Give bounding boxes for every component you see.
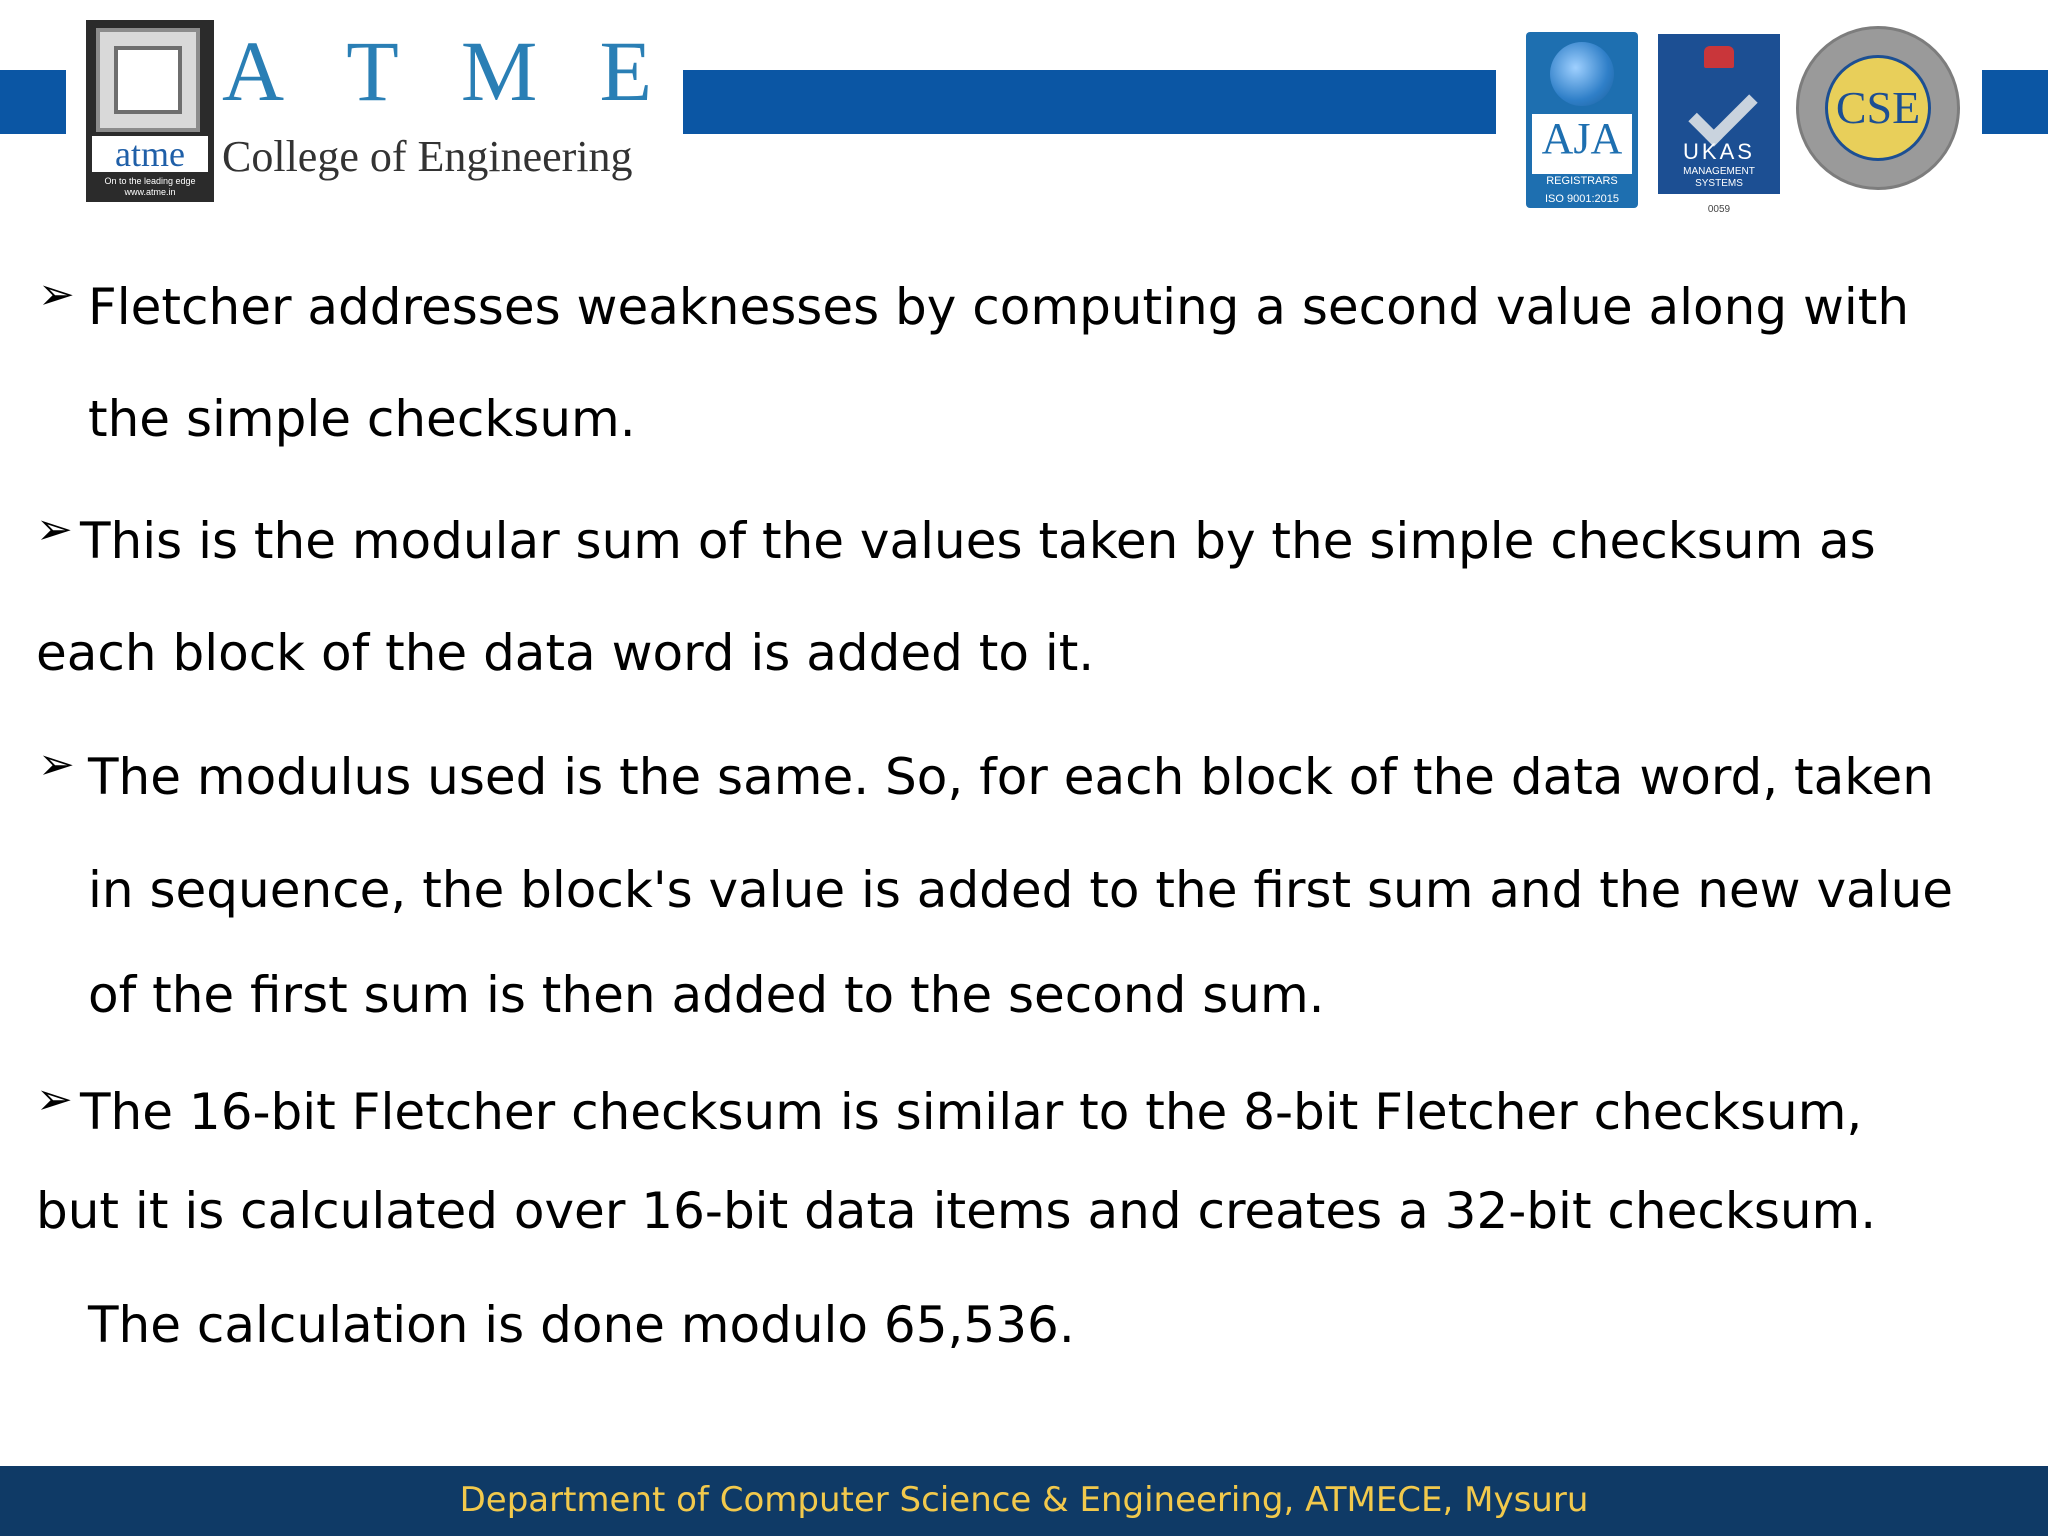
header-band-right xyxy=(1982,70,2048,134)
college-acronym xyxy=(222,23,652,119)
acronym-letter: A xyxy=(222,23,285,119)
crown-icon xyxy=(1704,46,1734,68)
bullet-1-line-1: Fletcher addresses weaknesses by computing a second value along with xyxy=(88,278,1910,336)
bullet-3-line-2: in sequence, the block's value is added to the first sum and the new value xyxy=(88,861,1954,919)
bullet-arrow-icon: ➢ xyxy=(36,505,73,554)
bullet-3-line-3: of the first sum is then added to the second sum. xyxy=(88,966,1325,1024)
checkmark-icon xyxy=(1688,77,1757,146)
header-band-middle xyxy=(683,70,1496,134)
logo-frame xyxy=(96,28,200,132)
atme-logo xyxy=(86,20,214,202)
acronym-letter: M xyxy=(460,23,538,119)
bullet-arrow-icon: ➢ xyxy=(36,1075,73,1124)
bullet-arrow-icon: ➢ xyxy=(38,270,75,319)
globe-icon xyxy=(1550,42,1614,106)
aja-iso: ISO 9001:2015 xyxy=(1544,193,1619,205)
bullet-4-line-1: The 16-bit Fletcher checksum is similar to the 8-bit Fletcher checksum, xyxy=(80,1083,1863,1141)
acronym-letter: T xyxy=(346,23,399,119)
bullet-arrow-icon: ➢ xyxy=(38,740,75,789)
footer-department-text: Department of Computer Science & Engineering, ATMECE, Mysuru xyxy=(459,1480,1589,1520)
aja-title: AJA xyxy=(1541,114,1623,163)
ukas-subtitle: MANAGEMENT SYSTEMS xyxy=(1683,166,1755,189)
bullet-1-line-2: the simple checksum. xyxy=(88,390,636,448)
bullet-4-line-2: but it is calculated over 16-bit data items and creates a 32-bit checksum. xyxy=(36,1182,1877,1240)
bullet-2-line-1: This is the modular sum of the values taken by the simple checksum as xyxy=(80,512,1876,570)
logo-tagline: On to the leading edge www.atme.in xyxy=(104,176,196,197)
cse-department-logo xyxy=(1796,26,1960,190)
header-band-left xyxy=(0,70,66,134)
acronym-letter: E xyxy=(599,23,652,119)
aja-registrars: REGISTRARS xyxy=(1546,175,1618,187)
ukas-certification-logo xyxy=(1658,34,1780,194)
college-name: College of Engineering xyxy=(222,132,633,181)
footer-bar xyxy=(0,1466,2048,1536)
bullet-4-line-3: The calculation is done modulo 65,536. xyxy=(88,1296,1075,1354)
bullet-3-line-1: The modulus used is the same. So, for each block of the data word, taken xyxy=(88,748,1934,806)
cse-title: CSE xyxy=(1835,82,1921,133)
aja-certification-logo xyxy=(1526,32,1638,208)
ukas-title: UKAS xyxy=(1683,139,1755,164)
logo-frame-inner xyxy=(114,46,182,114)
ukas-number: 0059 xyxy=(1707,204,1731,215)
bullet-2-line-2: each block of the data word is added to it. xyxy=(36,624,1095,682)
logo-word: atme xyxy=(92,136,208,172)
